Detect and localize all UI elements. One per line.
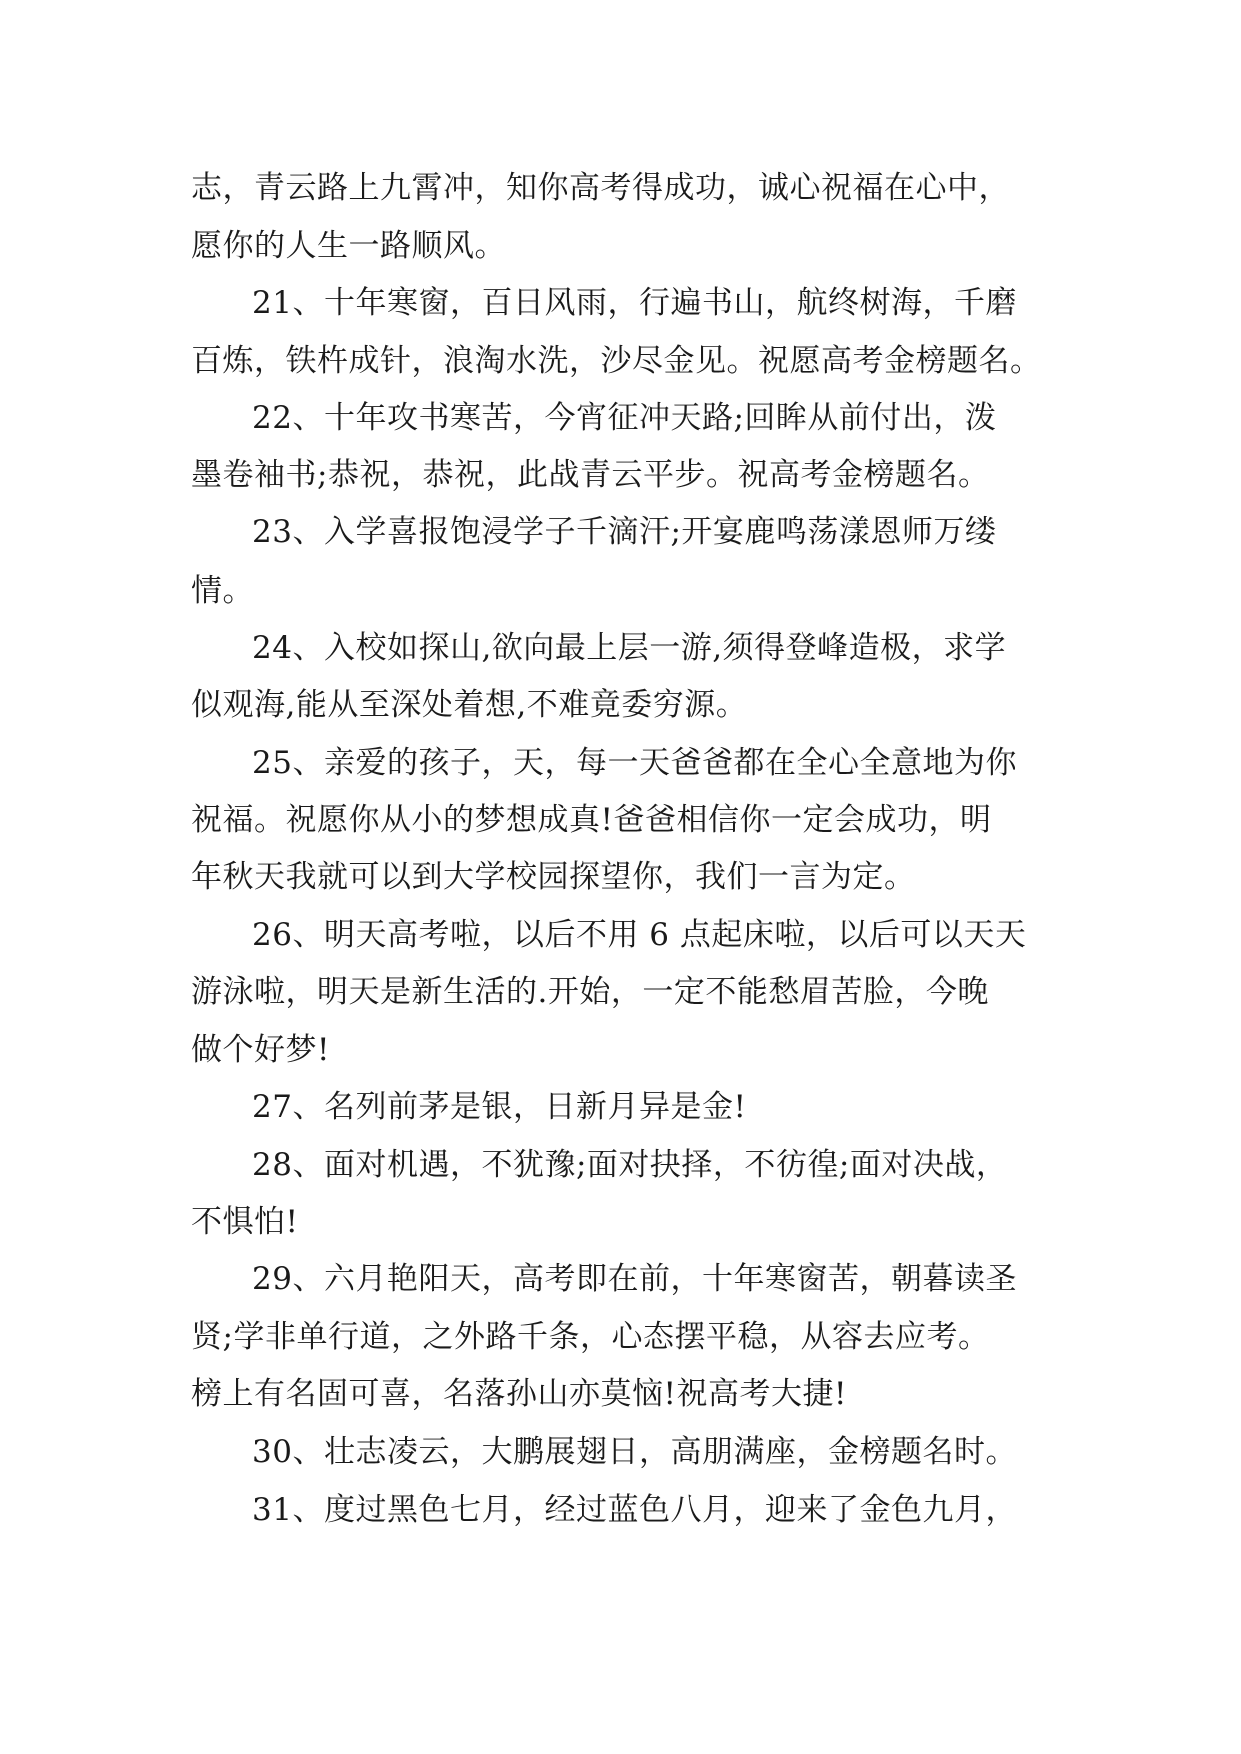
text-line: 游泳啦，明天是新生活的.开始，一定不能愁眉苦脸，今晚 bbox=[191, 974, 989, 1010]
text-line: 31、度过黑色七月，经过蓝色八月，迎来了金色九月， bbox=[252, 1492, 1017, 1528]
text-line: 年秋天我就可以到大学校园探望你，我们一言为定。 bbox=[191, 859, 916, 895]
text-line: 25、亲爱的孩子，天，每一天爸爸都在全心全意地为你 bbox=[252, 745, 1017, 781]
text-line: 30、壮志凌云，大鹏展翅日，高朋满座，金榜题名时。 bbox=[252, 1434, 1017, 1470]
text-line: 愿你的人生一路顺风。 bbox=[191, 228, 506, 264]
text-line: 27、名列前茅是银，日新月异是金! bbox=[252, 1089, 747, 1125]
text-line: 志，青云路上九霄冲，知你高考得成功，诚心祝福在心中， bbox=[191, 170, 1010, 206]
text-line: 29、六月艳阳天，高考即在前，十年寒窗苦，朝暮读圣 bbox=[252, 1261, 1017, 1297]
text-line: 24、入校如探山,欲向最上层一游,须得登峰造极，求学 bbox=[252, 630, 1007, 666]
text-line: 不惧怕! bbox=[191, 1204, 299, 1240]
text-line: 百炼，铁杵成针，浪淘水洗，沙尽金见。祝愿高考金榜题名。 bbox=[191, 343, 1042, 379]
text-line: 似观海,能从至深处着想,不难竟委穷源。 bbox=[191, 687, 748, 723]
text-line: 28、面对机遇，不犹豫;面对抉择，不彷徨;面对决战， bbox=[252, 1147, 1008, 1183]
text-line: 贤;学非单行道，之外路千条，心态摆平稳，从容去应考。 bbox=[191, 1319, 990, 1355]
text-line: 26、明天高考啦，以后不用 6 点起床啦，以后可以天天 bbox=[252, 917, 1027, 953]
text-line: 22、十年攻书寒苦，今宵征冲天路;回眸从前付出，泼 bbox=[252, 400, 997, 436]
text-line: 榜上有名固可喜，名落孙山亦莫恼!祝高考大捷! bbox=[191, 1376, 847, 1412]
text-line: 23、入学喜报饱浸学子千滴汗;开宴鹿鸣荡漾恩师万缕 bbox=[252, 514, 997, 550]
text-line: 做个好梦! bbox=[191, 1032, 330, 1068]
text-line: 21、十年寒窗，百日风雨，行遍书山，航终树海，千磨 bbox=[252, 285, 1017, 321]
text-line: 祝福。祝愿你从小的梦想成真!爸爸相信你一定会成功，明 bbox=[191, 802, 992, 838]
text-line: 情。 bbox=[191, 573, 254, 609]
text-line: 墨卷袖书;恭祝，恭祝，此战青云平步。祝高考金榜题名。 bbox=[191, 457, 990, 493]
